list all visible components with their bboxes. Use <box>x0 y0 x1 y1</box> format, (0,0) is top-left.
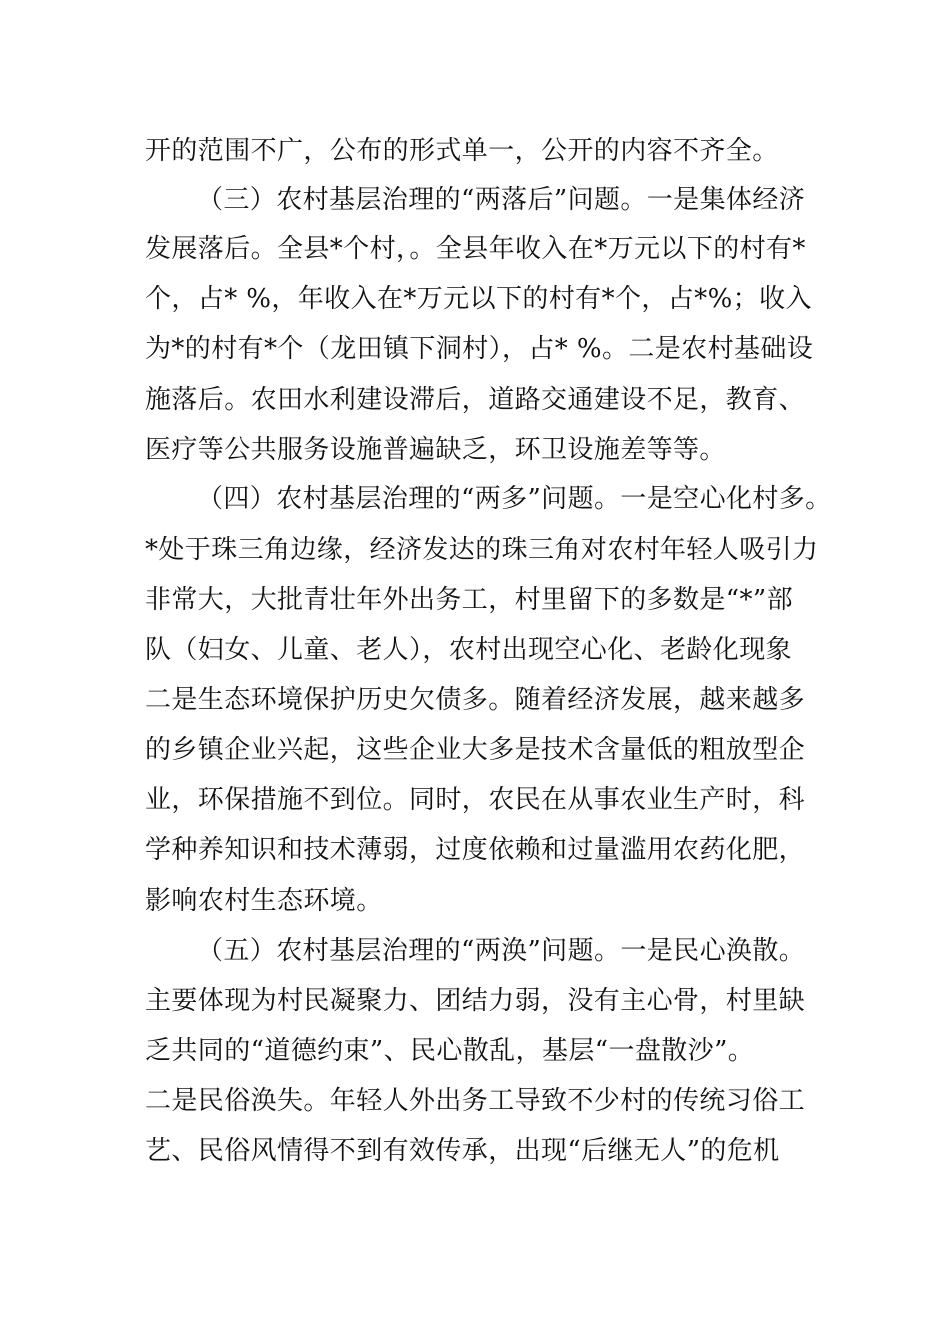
text-line: 主要体现为村民凝聚力、团结力弱，没有主心骨，村里缺 <box>145 986 806 1016</box>
text-line: 发展落后。全县*个村，。全县年收入在*万元以下的村有* <box>145 234 806 264</box>
text-line: 影响农村生态环境。 <box>145 886 383 916</box>
text-line: 业，环保措施不到位。同时，农民在从事农业生产时，科 <box>145 785 806 815</box>
text-line: 学种养知识和技术薄弱，过度依赖和过量滥用农药化肥， <box>145 835 806 865</box>
text-line: （三）农村基层治理的“两落后”问题。一是集体经济 <box>197 185 806 215</box>
text-line: 为*的村有*个（龙田镇下洞村），占* %。二是农村基础设 <box>145 334 814 364</box>
text-line: 的乡镇企业兴起，这些企业大多是技术含量低的粗放型企 <box>145 735 806 765</box>
text-line: 艺、民俗风情得不到有效传承，出现“后继无人”的危机 <box>145 1136 780 1166</box>
text-line: *处于珠三角边缘，经济发达的珠三角对农村年轻人吸引力 <box>145 535 819 565</box>
text-line: （四）农村基层治理的“两多”问题。一是空心化村多。 <box>197 484 832 514</box>
text-line: 非常大，大批青壮年外出务工，村里留下的多数是“*”部 <box>145 585 793 615</box>
text-line: 个，占* %，年收入在*万元以下的村有*个，占*%；收入 <box>145 284 812 314</box>
text-line: 乏共同的“道德约束”、民心散乱，基层“一盘散沙”。 <box>145 1036 755 1066</box>
text-line: 医疗等公共服务设施普遍缺乏，环卫设施差等等。 <box>145 435 726 465</box>
text-line: 队（妇女、儿童、老人），农村出现空心化、老龄化现象 <box>145 635 793 665</box>
text-line: 二是生态环境保护历史欠债多。随着经济发展，越来越多 <box>145 685 806 715</box>
text-line: 开的范围不广，公布的形式单一，公开的内容不齐全。 <box>145 136 779 166</box>
text-line: （五）农村基层治理的“两涣”问题。一是民心涣散。 <box>197 936 806 966</box>
text-line: 二是民俗涣失。年轻人外出务工导致不少村的传统习俗工 <box>145 1086 806 1116</box>
text-line: 施落后。农田水利建设滞后，道路交通建设不足，教育、 <box>145 385 806 415</box>
